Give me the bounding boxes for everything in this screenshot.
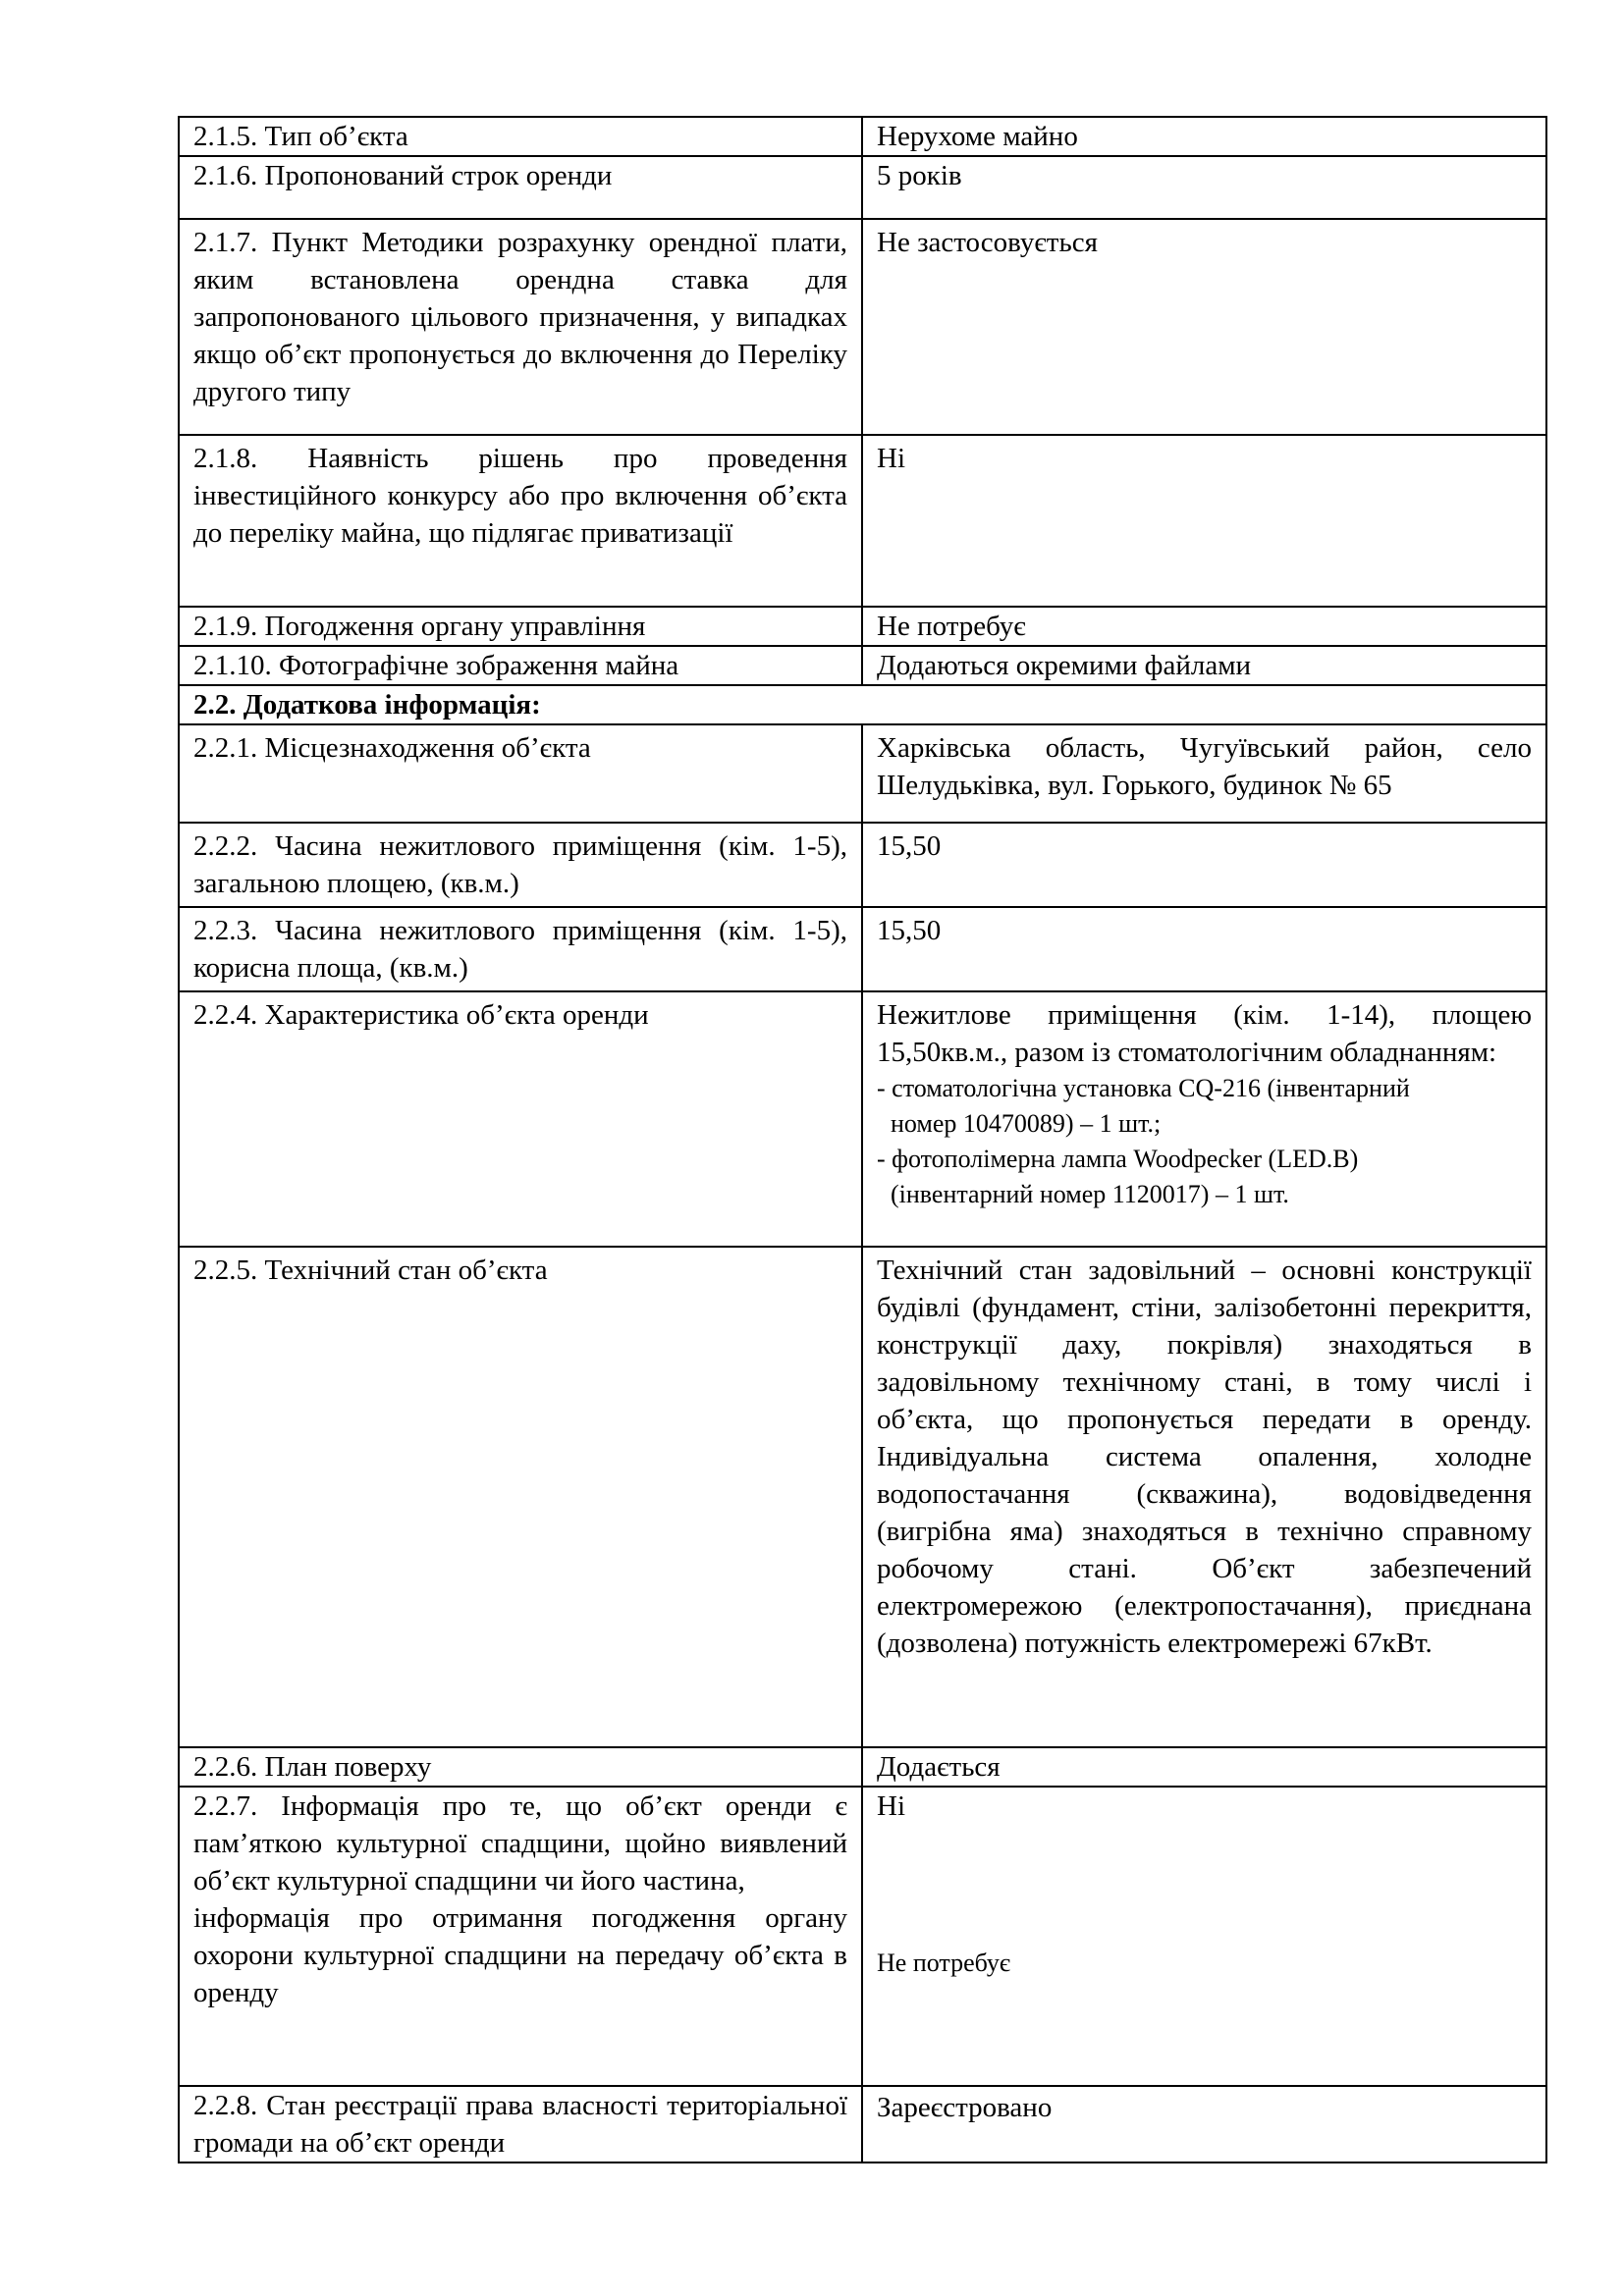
row-label: 2.1.6. Пропонований строк оренди — [179, 156, 862, 219]
row-label: 2.2.1. Місцезнаходження об’єкта — [179, 724, 862, 823]
row-label: 2.2.5. Технічний стан об’єкта — [179, 1247, 862, 1747]
table-row — [179, 907, 1546, 991]
characteristics-text: Нежитлове приміщення (кім. 1-14), площею 15,50кв.м., разом із стоматологічним обладнанням: — [877, 999, 1532, 1068]
row-label: 2.2.2. Часина нежитлового приміщення (кім. 1-5), загальною площею, (кв.м.) — [179, 823, 862, 907]
row-value: Харківська область, Чугуївський район, село Шелудьківка, вул. Горького, будинок № 65 — [862, 724, 1546, 823]
table-row — [179, 435, 1546, 607]
row-label — [179, 1787, 862, 2086]
equipment-item-text: - стоматологічна установка CQ-216 (інвентарний — [877, 1074, 1410, 1102]
table-row — [179, 117, 1546, 156]
heritage-question-text: 2.2.7. Інформація про те, що об’єкт оренди є пам’яткою культурної спадщини, щойно виявлений об’єкт культурної спадщини чи його частина, — [193, 1790, 847, 1896]
table-row — [179, 823, 1546, 907]
table-row — [179, 2086, 1546, 2163]
table-row — [179, 1247, 1546, 1747]
table-row — [179, 607, 1546, 646]
row-label: 2.2.4. Характеристика об’єкта оренди — [179, 991, 862, 1247]
equipment-item-text: (інвентарний номер 1120017) – 1 шт. — [891, 1180, 1289, 1208]
table-row — [179, 156, 1546, 219]
row-value: Технічний стан задовільний – основні конструкції будівлі (фундамент, стіни, залізобетонні перекриття, конструкції даху, покрівля) знаходяться в задовільному технічному стані, в тому числі і об’єкта, що пропонується передати в оренду. Індивідуальна система опалення, холодне водопостачання (скважина), водовідведення (вигрібна яма) знаходяться в технічно справному робочому стані. Об’єкт забезпечений електромережою (електропостачання), приєднана (дозволена) потужність електромережі 67кВт. — [862, 1247, 1546, 1747]
equipment-item-text: номер 10470089) – 1 шт.; — [891, 1109, 1162, 1138]
list-item — [877, 1142, 1532, 1212]
row-label: 2.1.7. Пункт Методики розрахунку орендної плати, яким встановлена орендна ставка для запропонованого цільового призначення, у випадках якщо об’єкт пропонується до включення до Переліку другого типу — [179, 219, 862, 435]
row-label: 2.2.3. Часина нежитлового приміщення (кім. 1-5), корисна площа, (кв.м.) — [179, 907, 862, 991]
table-row — [179, 1787, 1546, 2086]
row-value: 15,50 — [862, 907, 1546, 991]
property-info-table — [178, 116, 1547, 2163]
row-label: 2.2.6. План поверху — [179, 1747, 862, 1787]
row-label: 2.1.10. Фотографічне зображення майна — [179, 646, 862, 685]
row-value: Не застосовується — [862, 219, 1546, 435]
table-row — [179, 991, 1546, 1247]
equipment-item-text: - фотополімерна лампа Woodpecker (LED.B) — [877, 1145, 1359, 1173]
row-value: 15,50 — [862, 823, 1546, 907]
row-value: Додається — [862, 1747, 1546, 1787]
row-label: 2.2.8. Стан реєстрації права власності територіальної громади на об’єкт оренди — [179, 2086, 862, 2163]
list-item — [877, 1071, 1532, 1142]
row-value — [862, 1787, 1546, 2086]
row-value: Ні — [862, 435, 1546, 607]
approval-answer: Не потребує — [877, 1949, 1011, 1977]
row-value: 5 років — [862, 156, 1546, 219]
table-row — [179, 219, 1546, 435]
table-row — [179, 646, 1546, 685]
table-row — [179, 724, 1546, 823]
row-label: 2.1.9. Погодження органу управління — [179, 607, 862, 646]
section-header-row — [179, 685, 1546, 724]
heritage-answer: Ні — [877, 1790, 905, 1822]
section-title: 2.2. Додаткова інформація: — [179, 685, 1546, 724]
row-value: Додаються окремими файлами — [862, 646, 1546, 685]
table-row — [179, 1747, 1546, 1787]
row-value: Зареєстровано — [862, 2086, 1546, 2163]
row-label: 2.1.5. Тип об’єкта — [179, 117, 862, 156]
approval-question-text: інформація про отримання погодження органу охорони культурної спадщини на передачу об’єкта в оренду — [193, 1902, 847, 2008]
row-value: Нерухоме майно — [862, 117, 1546, 156]
row-label: 2.1.8. Наявність рішень про проведення інвестиційного конкурсу або про включення об’єкта до переліку майна, що підлягає приватизації — [179, 435, 862, 607]
row-value: Не потребує — [862, 607, 1546, 646]
object-characteristics — [862, 991, 1546, 1247]
